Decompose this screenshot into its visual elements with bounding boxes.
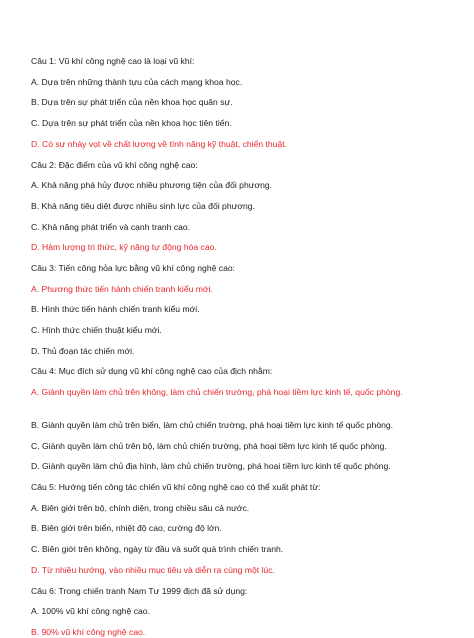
- answer-4b: B. Giành quyền làm chủ trên biển, làm chủ chiến trường, phá hoại tiềm lực kinh tế quốc phòng.: [31, 420, 394, 430]
- answer-4d: D. Giành quyền làm chủ địa hình, làm chủ chiến trường, phá hoại tiềm lực kinh tế quốc phòng.: [31, 461, 391, 471]
- question-6: Câu 6: Trong chiến tranh Nam Tư 1999 địch đã sử dụng:: [31, 586, 248, 596]
- answer-3a-correct: A. Phương thức tiến hành chiến tranh kiểu mới.: [31, 284, 213, 294]
- answer-5b: B. Biên giới trên biển, nhiệt độ cao, cường độ lớn.: [31, 523, 222, 533]
- answer-5d-correct: D. Từ nhiều hướng, vào nhiều mục tiêu và diễn ra cùng một lúc.: [31, 565, 275, 575]
- question-1: Câu 1: Vũ khí công nghệ cao là loại vũ khí:: [31, 56, 195, 66]
- answer-2a: A. Khả năng phá hủy được nhiều phương tiện của đối phương.: [31, 180, 273, 190]
- answer-1d-correct: D. Có sự nhảy vọt về chất lượng về tính năng kỹ thuật, chiến thuật.: [31, 139, 287, 149]
- answer-1c: C. Dựa trên sự phát triển của nền khoa học tiên tiến.: [31, 118, 232, 128]
- answer-6b-correct: B. 90% vũ khí công nghệ cao.: [31, 627, 146, 637]
- question-5: Câu 5: Hướng tiến công tác chiến vũ khí công nghệ cao có thể xuất phát từ:: [31, 482, 321, 492]
- answer-3c: C. Hình thức chiến thuật kiểu mới.: [31, 325, 162, 335]
- answer-5a: A. Biên giới trên bộ, chính diện, trong chiều sâu cả nước.: [31, 503, 250, 513]
- answer-3b: B. Hình thức tiến hành chiến tranh kiểu mới.: [31, 304, 200, 314]
- question-2: Câu 2: Đặc điểm của vũ khí công nghệ cao:: [31, 160, 198, 170]
- answer-1b: B. Dựa trên sự phát triển của nền khoa học quân sự.: [31, 97, 233, 107]
- answer-2d-correct: D. Hàm lượng tri thức, kỹ năng tự động hóa cao.: [31, 242, 217, 252]
- question-4: Câu 4: Mục đích sử dụng vũ khí công nghệ cao của địch nhằm:: [31, 366, 273, 376]
- answer-4c: C. Giành quyền làm chủ trên bộ, làm chủ chiến trường, phá hoại tiềm lực kinh tế quốc phòng.: [31, 441, 387, 451]
- answer-6a: A. 100% vũ khí công nghệ cao.: [31, 606, 150, 616]
- answer-2b: B. Khả năng tiêu diệt được nhiều sinh lực của đối phương.: [31, 201, 255, 211]
- answer-3d: D. Thủ đoạn tác chiến mới.: [31, 346, 135, 356]
- answer-1a: A. Dựa trên những thành tựu của cách mạng khoa học.: [31, 77, 243, 87]
- answer-5c: C. Biên giới trên không, ngày từ đầu và suốt quá trình chiến tranh.: [31, 544, 284, 554]
- answer-4a-correct: A. Giành quyền làm chủ trên không, làm chủ chiến trường, phá hoại tiềm lực kinh tế, quốc phòng.: [31, 387, 403, 397]
- question-3: Câu 3: Tiến công hỏa lực bằng vũ khí công nghệ cao:: [31, 263, 236, 273]
- answer-2c: C. Khả năng phát triển và cạnh tranh cao.: [31, 222, 191, 232]
